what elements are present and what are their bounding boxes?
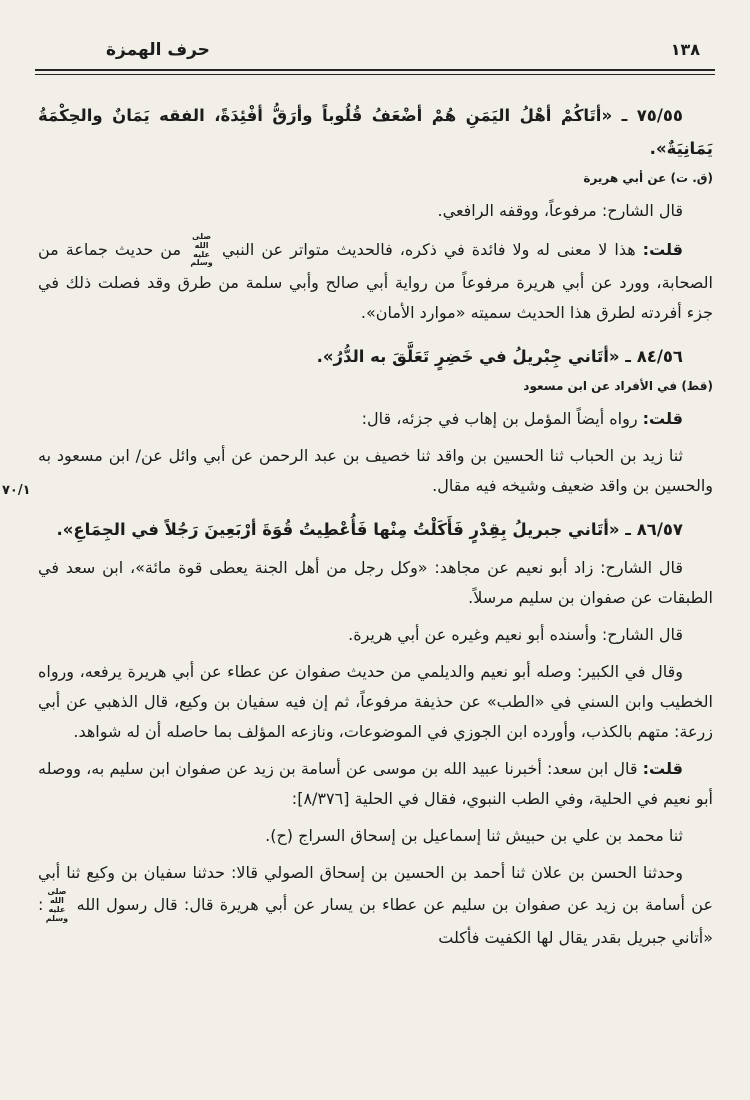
paragraph-text: وصله أبو نعيم والديلمي من حديث صفوان عن عطاء عن أبي هريرة يرفعه، ورواه الخطيب وابن السني في «الطب» عن حذيفة مرفوعاً، ثم إن فيه سفيان بن وكيع، قال الذهبي عن أبي زرعة: متهم بالكذب، وأورده ابن الجوزي في الموضوعات، ونازعه المؤلف بما حاصله أن له شواهد. bbox=[38, 662, 713, 742]
sharih-comment-3 bbox=[38, 620, 713, 650]
paragraph-text: رواه أيضاً المؤمل بن إهاب في جزئه، قال: bbox=[361, 409, 638, 429]
hadith-number: ٨٤/٥٦ bbox=[636, 347, 683, 367]
paragraph-text: وحدثنا الحسن بن علان ثنا أحمد بن الحسين بن إسحاق الصولي قالا: حدثنا سفيان بن وكيع ثنا أبي عن أسامة بن زيد عن صفوان بن سليم عن عطاء بن يسار عن أبي هريرة قال: قال رسول الله bbox=[38, 863, 713, 915]
page-header bbox=[0, 0, 750, 60]
volume-page-margin-note: ٧٠/١ bbox=[2, 483, 31, 499]
isnad-paragraph-3 bbox=[38, 858, 713, 953]
qultu-comment-2 bbox=[38, 404, 713, 434]
paragraph-text: من حديث جماعة من الصحابة، وورد عن أبي هريرة مرفوعاً من رواية أبي صالح وأبي سلمة من طرق وقد فصلت ذلك في جزء أفردته لطرق هذا الحديث سميته «موارد الأمان». bbox=[38, 240, 713, 323]
paragraph-lead: قال الشارح: bbox=[601, 201, 683, 220]
paragraph-lead: قلت: bbox=[642, 759, 683, 779]
sharih-comment-2 bbox=[38, 553, 713, 613]
paragraph-lead: قلت: bbox=[642, 240, 684, 260]
hadith-text: ـ «أتَاني جِبْريلُ في خَضِرٍ تَعَلَّقَ به الدُّرُ». bbox=[316, 347, 631, 367]
page-body bbox=[0, 75, 750, 953]
hadith-heading-1 bbox=[38, 99, 713, 165]
qultu-comment-3 bbox=[38, 754, 713, 814]
paragraph-text: قال ابن سعد: أخبرنا عبيد الله بن موسى عن أسامة بن زيد عن صفوان ابن سليم به، ووصله أبو نعيم في الحلية، وفي الطب النبوي، فقال في الحلية [٨/٣٧٦]: bbox=[38, 759, 713, 809]
paragraph-text: : «أتاني جبريل بقدر يقال لها الكفيت فأكلت bbox=[38, 895, 713, 948]
hadith-heading-3 bbox=[38, 513, 713, 546]
qultu-comment-1 bbox=[38, 233, 713, 328]
paragraph-text: زاد أبو نعيم عن مجاهد: «وكل رجل من أهل الجنة يعطى قوة مائة»، ابن سعد في الطبقات عن صفوان بن سليم مرسلاً. bbox=[38, 558, 713, 608]
hadith-text: ـ «أتَاني جبريلُ بِقِدْرٍ فَأَكَلْتُ مِنْها فَأُعْطِيتُ قُوَةَ أرْبَعِينَ رَجُلاً في الجِمَاعِ». bbox=[56, 520, 631, 540]
source-attribution-1: (ق. ت) عن أبي هريرة bbox=[583, 171, 713, 185]
hadith-number: ٨٦/٥٧ bbox=[636, 520, 683, 540]
paragraph-text: ثنا محمد بن علي بن حبيش ثنا إسماعيل بن إسحاق السراج (ح). bbox=[265, 826, 683, 846]
page-number: ١٣٨ bbox=[670, 40, 700, 59]
paragraph-text: وأسنده أبو نعيم وغيره عن أبي هريرة. bbox=[348, 625, 597, 645]
kabir-comment bbox=[38, 657, 713, 747]
paragraph-lead: قلت: bbox=[642, 409, 683, 429]
hadith-text: ـ «أتَاكُمْ أهْلُ اليَمَنِ هُمْ أضْعَفُ قُلُوباً وأرَقُّ أفْئِدَةً، الفقه يَمَانٌ والحِكْمَةُ يَمَانِيَةٌ». bbox=[38, 106, 713, 158]
isnad-paragraph-1 bbox=[2, 441, 713, 501]
paragraph-lead: قال الشارح: bbox=[600, 558, 684, 578]
chapter-title: حرف الهمزة bbox=[106, 40, 210, 60]
paragraph-lead: وقال في الكبير: bbox=[577, 662, 684, 682]
source-attribution-2: (قط) في الأفراد عن ابن مسعود bbox=[523, 379, 713, 394]
hadith-heading-2 bbox=[38, 340, 713, 373]
paragraph-text: مرفوعاً، ووقفه الرافعي. bbox=[437, 201, 597, 220]
hadith-number: ٧٥/٥٥ bbox=[636, 106, 683, 125]
salla-allahu-alayhi-wa-sallam-symbol: صلى الله عليه وسلم bbox=[190, 232, 213, 268]
paragraph-text: هذا لا معنى له ولا فائدة في ذكره، فالحديث متواتر عن النبي bbox=[215, 240, 636, 260]
paragraph-text: ثنا زيد بن الحباب ثنا الحسين بن واقد ثنا خصيف بن عبد الرحمن عن أبي وائل عن/ ابن مسعود به والحسين بن واقد ضعيف وشيخه فيه مقال. bbox=[38, 446, 713, 496]
paragraph-lead: قال الشارح: bbox=[601, 625, 683, 645]
isnad-paragraph-2 bbox=[38, 821, 713, 851]
salla-allahu-alayhi-wa-sallam-symbol: صلى الله عليه وسلم bbox=[45, 887, 69, 923]
sharih-comment-1 bbox=[38, 196, 713, 226]
